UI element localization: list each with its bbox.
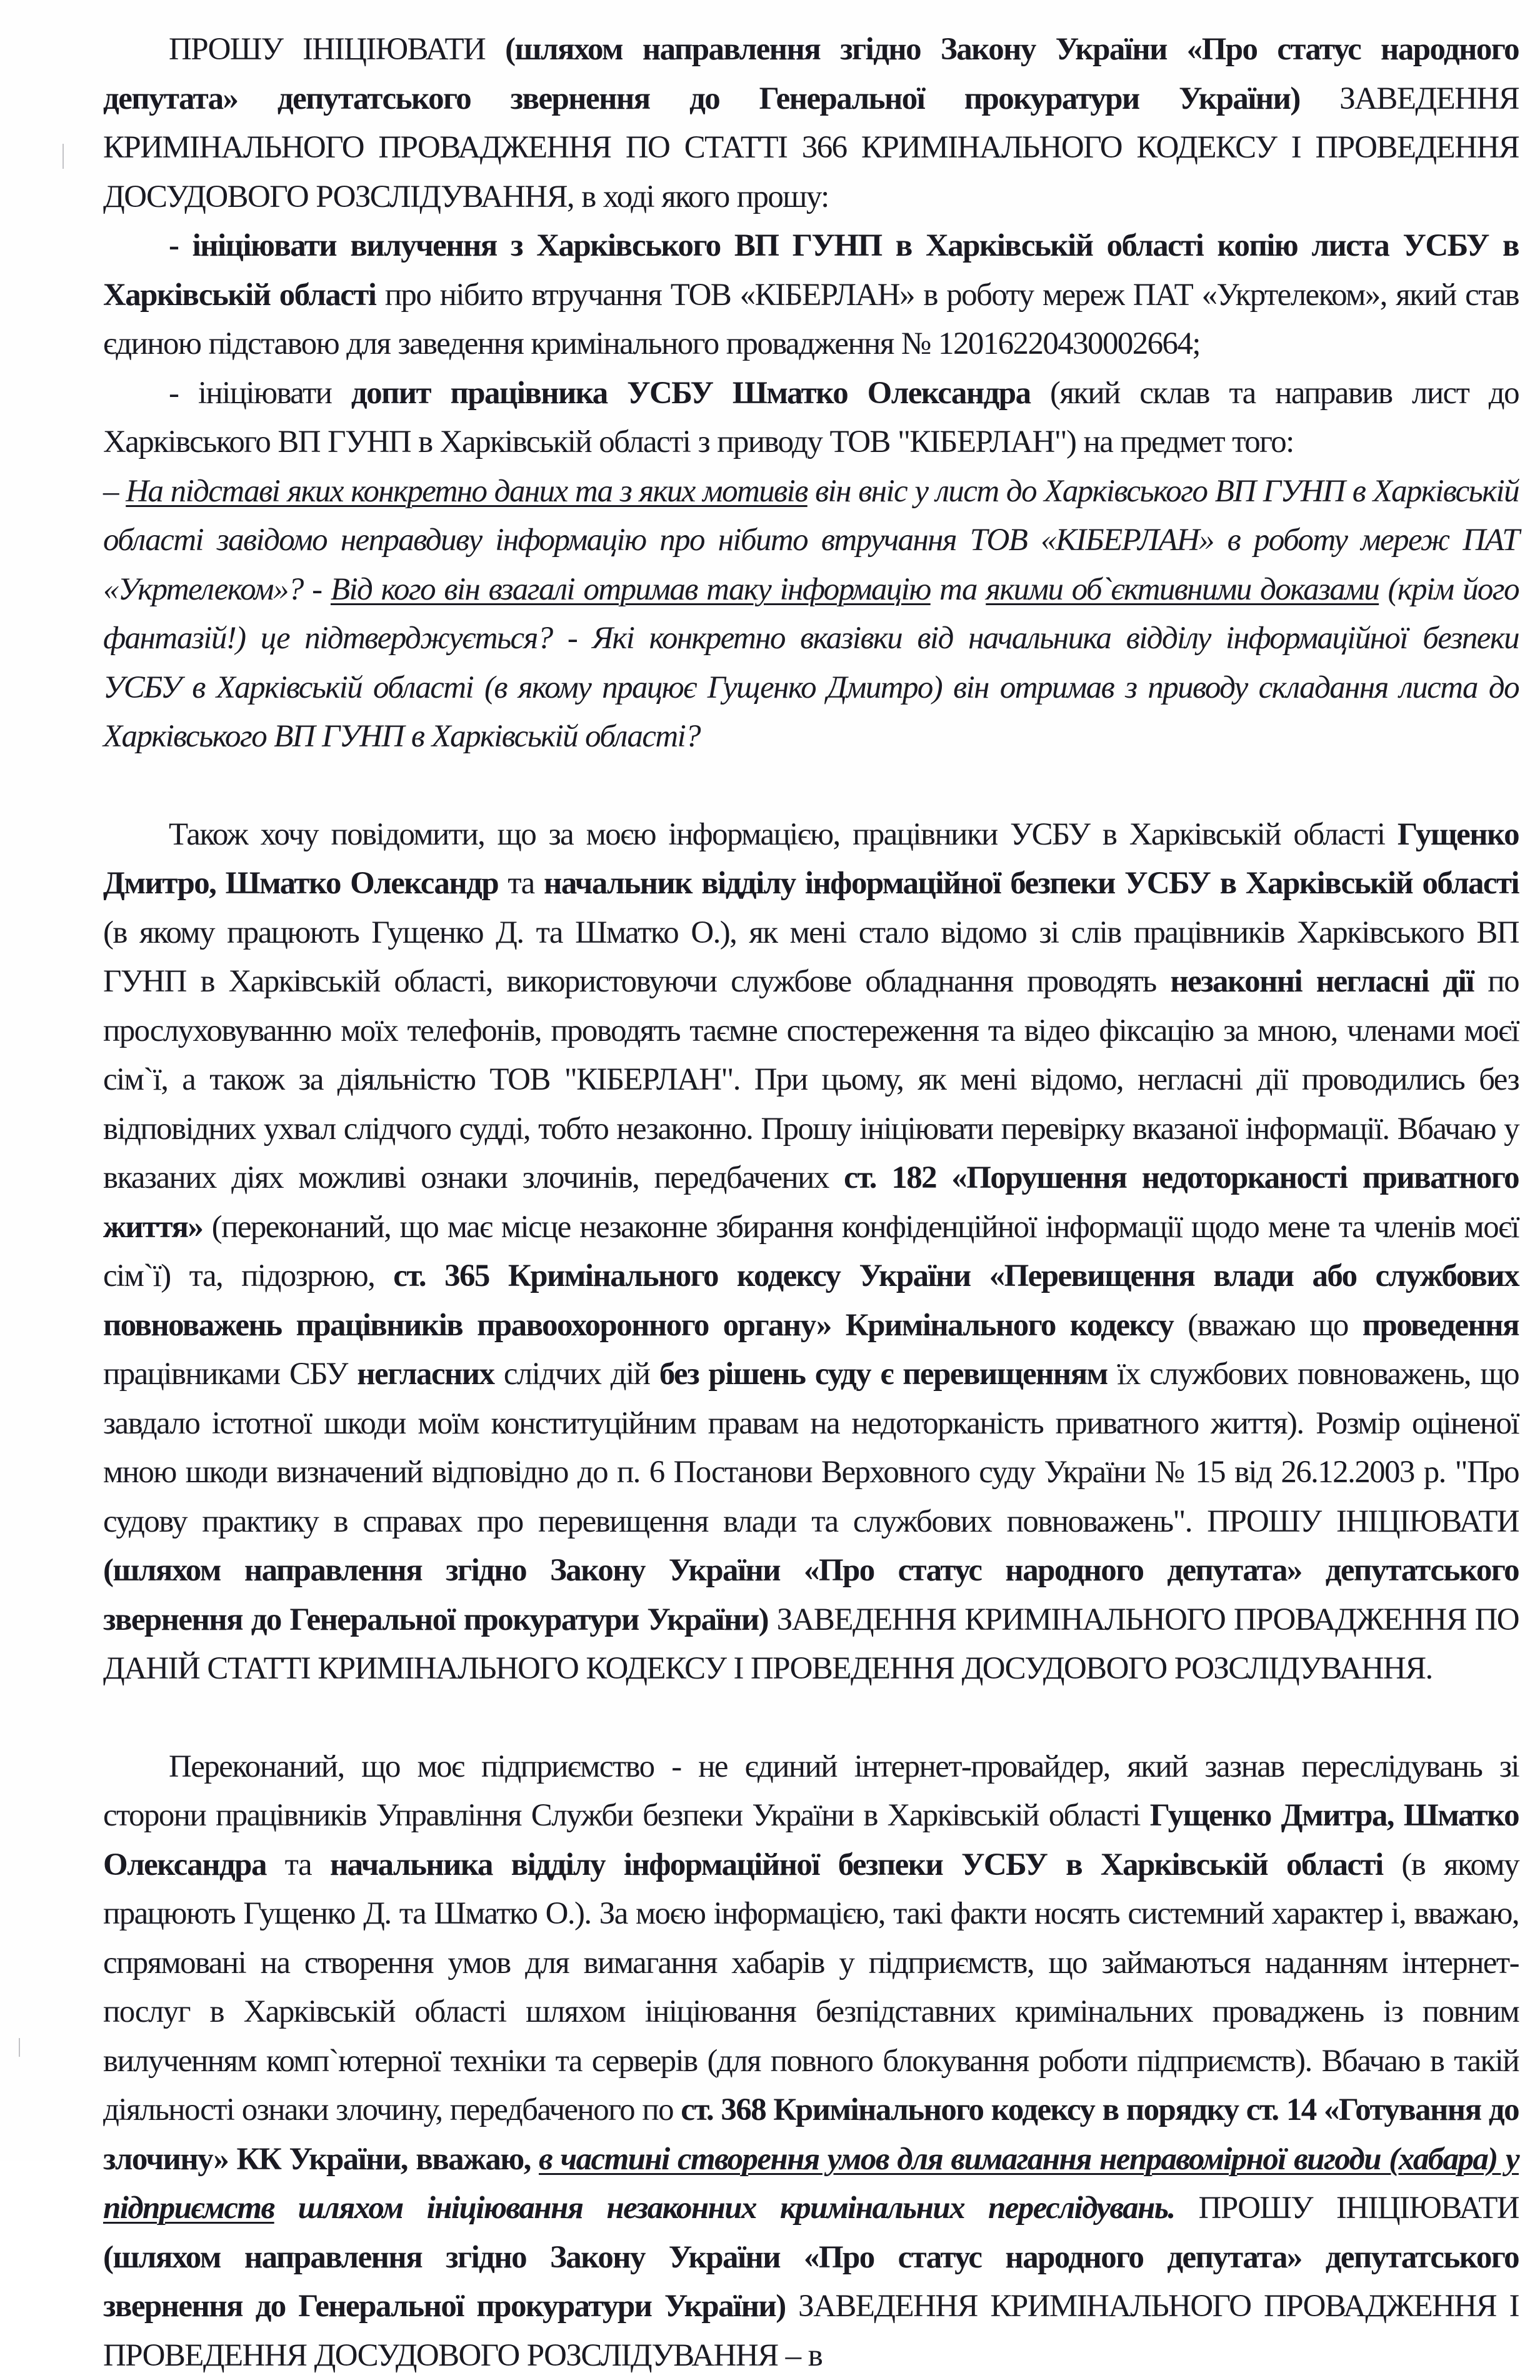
paragraph-interrogation-questions [103, 467, 1519, 761]
text-run: (в якому працюють Гущенко Д. та Шматко О.). За моєю інформацією, такі факти носять системний характер і, вважаю, спрямовані на створення умов для вимагання хабарів у підприємств, що займаються наданням інтернет-послуг в Харківській області шляхом ініціювання безпідставних кримінальних проваджень із повним вилученням комп`ютерної техніки та серверів (для повного блокування роботи підприємств). Вбачаю в такій діяльності ознаки злочину, передбаченого по [103, 1847, 1519, 2128]
text-run: (шляхом направлення згідно Закону України «Про статус народного депутата» депутатського звернення до Генеральної прокуратури України) [103, 1553, 1519, 1637]
text-run: та [498, 866, 544, 901]
text-run: - ініціювати вилучення з Харківського ВП ГУНП в Харківській області копію листа УСБУ в Харківській області [103, 228, 1519, 313]
text-run: шляхом ініціювання незаконних кримінальних переслідувань. [274, 2191, 1175, 2226]
text-run: негласних [357, 1357, 494, 1392]
text-run: по прослуховуванню моїх телефонів, проводять таємне спостереження та відео фіксацію за мною, членами моєї сім`ї, а також за діяльністю ТОВ "КІБЕРЛАН". При цьому, як мені відомо, негласні дії проводились без відповідних ухвал слідчого судді, тобто незаконно. Прошу ініціювати перевірку вказаної інформації. Вбачаю у вказаних діях можливі ознаки злочинів, передбачених [103, 964, 1519, 1195]
document-body [103, 25, 1519, 2380]
paragraph-item-interrogation [103, 369, 1519, 467]
scan-artifact [62, 144, 64, 169]
text-run: якими об`єктивними доказами [986, 572, 1379, 607]
text-run: та [931, 572, 986, 607]
text-run: ЗАВЕДЕННЯ КРИМІНАЛЬНОГО ПРОВАДЖЕННЯ ПО СТАТТІ 366 КРИМІНАЛЬНОГО КОДЕКСУ І ПРОВЕДЕННЯ ДОСУДОВОГО РОЗСЛІДУВАННЯ, в ході якого прошу: [103, 81, 1519, 214]
text-run: Переконаний, що моє підприємство - не єдиний інтернет-провайдер, який зазнав переслідувань зі сторони працівників Управління Служби безпеки України в Харківській області [103, 1749, 1519, 1834]
text-run: ст. 368 Кримінального кодексу в порядку ст. 14 «Готування до злочину» КК України, вважаю, [103, 2092, 1519, 2177]
text-run: начальник відділу інформаційної безпеки УСБУ в Харківській області [544, 866, 1519, 901]
paragraph-item-seize-letter [103, 221, 1519, 369]
text-run: (в якому працюють Гущенко Д. та Шматко О.), як мені стало відомо зі слів працівників Харківського ВП ГУНП в Харківській області, використовуючи службове обладнання проводять [103, 915, 1519, 1000]
text-run: Також хочу повідомити, що за моєю інформацією, працівники УСБУ в Харківській області [169, 817, 1398, 852]
paragraph-surveillance-report [103, 810, 1519, 1694]
text-run: працівниками СБУ [103, 1357, 357, 1392]
text-run: та [266, 1847, 330, 1882]
text-run: слідчих дій [494, 1357, 659, 1392]
text-run: ПРОШУ ІНІЦІЮВАТИ [169, 32, 505, 67]
text-run: начальника відділу інформаційної безпеки УСБУ в Харківській області [330, 1847, 1383, 1882]
text-run: незаконні негласні дії [1170, 964, 1473, 999]
text-run: (шляхом направлення згідно Закону України «Про статус народного депутата» депутатського звернення до Генеральної прокуратури України) [103, 32, 1519, 116]
text-run: він вніс у лист до Харківського ВП ГУНП в Харківській області завідомо неправдиву інформацію про нібито втручання ТОВ «КІБЕРЛАН» в роботу мереж ПАТ «Укртелеком»? - [103, 474, 1519, 607]
text-run: (вважаю що [1173, 1308, 1362, 1343]
text-run: ст. 365 Кримінального кодексу України «Перевищення влади або службових повноважень працівників правоохоронного органу» Кримінального кодексу [103, 1258, 1519, 1343]
text-run: ЗАВЕДЕННЯ КРИМІНАЛЬНОГО ПРОВАДЖЕННЯ І ПРОВЕДЕННЯ ДОСУДОВОГО РОЗСЛІДУВАННЯ – в [103, 2289, 1519, 2373]
text-run: На підставі яких конкретно даних та з яких мотивів [126, 474, 808, 509]
text-run: проведення [1362, 1308, 1519, 1343]
paragraph-systemic-persecution [103, 1742, 1519, 2380]
text-run: ЗАВЕДЕННЯ КРИМІНАЛЬНОГО ПРОВАДЖЕННЯ ПО ДАНІЙ СТАТТІ КРИМІНАЛЬНОГО КОДЕКСУ І ПРОВЕДЕННЯ ДОСУДОВОГО РОЗСЛІДУВАННЯ. [103, 1602, 1519, 1687]
text-run: ст. 182 «Порушення недоторканості приватного життя» [103, 1160, 1519, 1245]
text-run: (крім його фантазій!) це підтверджується? - Які конкретно вказівки від начальника відділу інформаційної безпеки УСБУ в Харківській області (в якому працює Гущенко Дмитро) він отримав з приводу складання листа до Харківського ВП ГУНП в Харківській області? [103, 572, 1519, 755]
text-run: їх службових повноважень, що завдало істотної шкоди моїм конституційним правам на недоторканість приватного життя). Розмір оціненої мною шкоди визначений відповідно до п. 6 Постанови Верховного суду України № 15 від 26.12.2003 р. "Про судову практику в справах про перевищення влади та службових повноважень". ПРОШУ ІНІЦІЮВАТИ [103, 1357, 1519, 1539]
scan-artifact [19, 2038, 20, 2057]
paragraph-request-art366 [103, 25, 1519, 221]
text-run: в частині створення умов для вимагання неправомірної вигоди (хабара) у підприємств [103, 2142, 1519, 2226]
text-run: ПРОШУ ІНІЦІЮВАТИ [1175, 2191, 1519, 2226]
text-run: – [103, 474, 126, 509]
text-run: Гущенко Дмитра, Шматко Олександра [103, 1798, 1519, 1882]
text-run: про нібито втручання ТОВ «КІБЕРЛАН» в роботу мереж ПАТ «Укртелеком», який став єдиною підставою для заведення кримінального провадження № 12016220430002664; [103, 278, 1519, 362]
text-run: Гущенко Дмитро, Шматко Олександр [103, 817, 1519, 901]
text-run: без рішень суду є перевищенням [659, 1357, 1108, 1392]
text-run: (переконаний, що має місце незаконне збирання конфіденційної інформації щодо мене та членів моєї сім`ї) та, підозрюю, [103, 1210, 1519, 1294]
text-run: (який склав та направив лист до Харківського ВП ГУНП в Харківській області з приводу ТОВ "КІБЕРЛАН") на предмет того: [103, 376, 1519, 460]
text-run: Від кого він взагалі отримав таку інформацію [331, 572, 931, 607]
text-run: (шляхом направлення згідно Закону України «Про статус народного депутата» депутатського звернення до Генеральної прокуратури України) [103, 2240, 1519, 2324]
text-run: допит працівника УСБУ Шматко Олександра [351, 376, 1031, 411]
text-run: - ініціювати [169, 376, 351, 411]
